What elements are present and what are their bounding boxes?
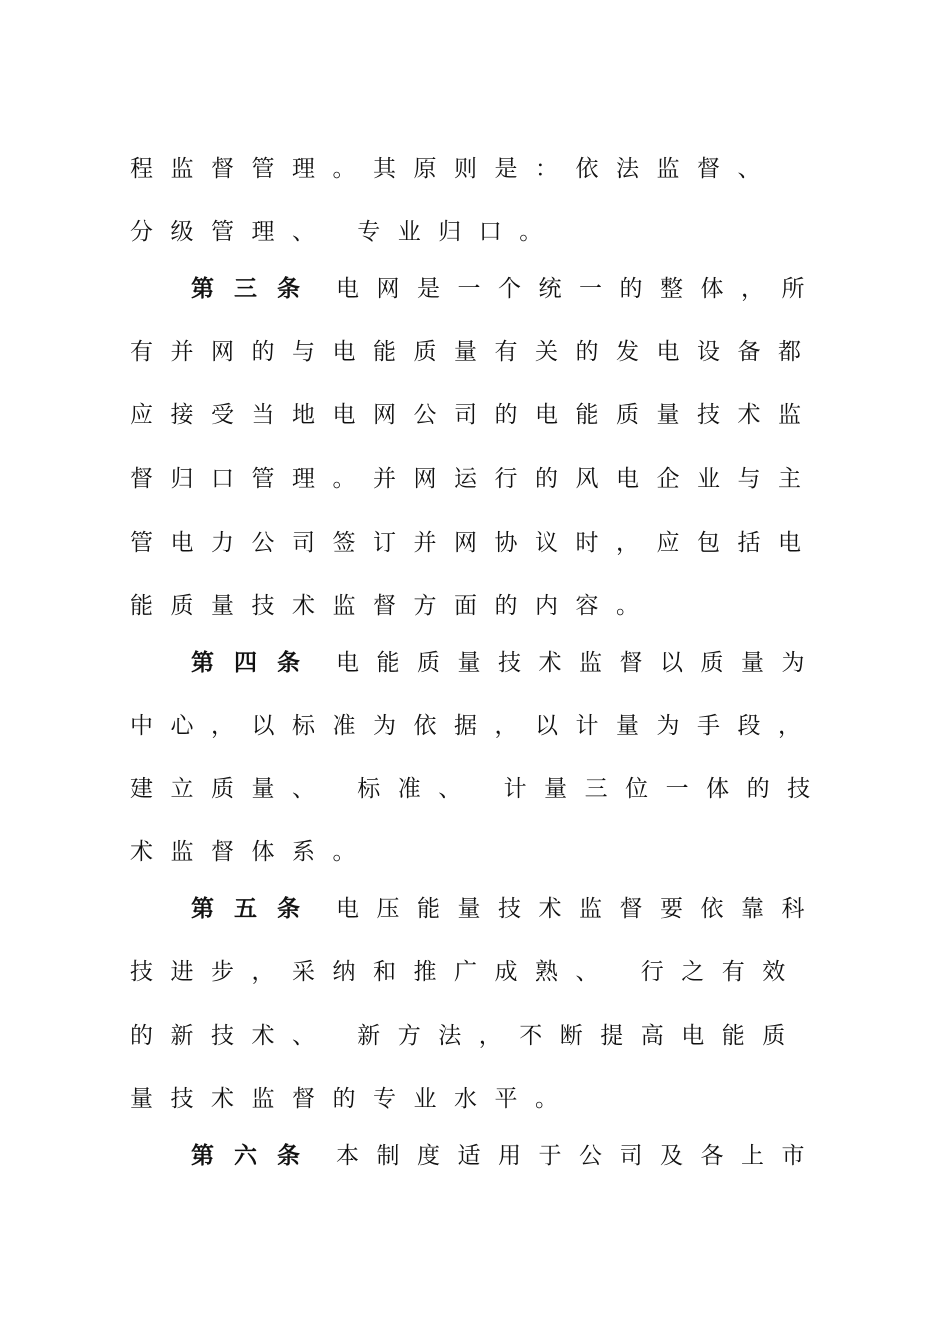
paragraph-line [130, 216, 560, 248]
paragraph-line [130, 590, 657, 622]
article-heading-line [191, 893, 822, 925]
paragraph-line [130, 773, 828, 805]
paragraph-line [130, 153, 778, 185]
paragraph-line [130, 399, 819, 431]
article-number: 第六条 [191, 1142, 320, 1169]
paragraph-line [130, 710, 819, 742]
line-text: 管电力公司签订并网协议时，应包括电 [130, 530, 819, 556]
article-heading-line [191, 1140, 822, 1172]
paragraph-line [130, 956, 803, 988]
line-text: 本制度适用于公司及各上市 [336, 1143, 822, 1169]
paragraph-line [130, 1020, 803, 1052]
article-number: 第三条 [191, 275, 320, 302]
line-text: 分级管理、 专业归口。 [130, 219, 560, 245]
line-text: 中心，以标准为依据，以计量为手段， [130, 713, 819, 739]
line-text: 的新技术、 新方法，不断提高电能质 [130, 1023, 803, 1049]
paragraph-line [130, 1083, 576, 1115]
line-text: 术监督体系。 [130, 839, 373, 865]
line-text: 督归口管理。并网运行的风电企业与主 [130, 466, 819, 492]
line-text: 能质量技术监督方面的内容。 [130, 593, 657, 619]
paragraph-line [130, 836, 373, 868]
line-text: 有并网的与电能质量有关的发电设备都 [130, 339, 819, 365]
article-heading-line [191, 273, 822, 305]
article-heading-line [191, 647, 822, 679]
paragraph-line [130, 527, 819, 559]
line-text: 技进步，采纳和推广成熟、 行之有效 [130, 959, 803, 985]
article-number: 第五条 [191, 895, 320, 922]
line-text: 程监督管理。其原则是：依法监督、 [130, 156, 778, 182]
paragraph-line [130, 463, 819, 495]
line-text: 电能质量技术监督以质量为 [336, 650, 822, 676]
line-text: 应接受当地电网公司的电能质量技术监 [130, 402, 819, 428]
line-text: 建立质量、 标准、 计量三位一体的技 [130, 776, 828, 802]
line-text: 电网是一个统一的整体，所 [336, 276, 822, 302]
line-text: 量技术监督的专业水平。 [130, 1086, 576, 1112]
paragraph-line [130, 336, 819, 368]
article-number: 第四条 [191, 649, 320, 676]
line-text: 电压能量技术监督要依靠科 [336, 896, 822, 922]
